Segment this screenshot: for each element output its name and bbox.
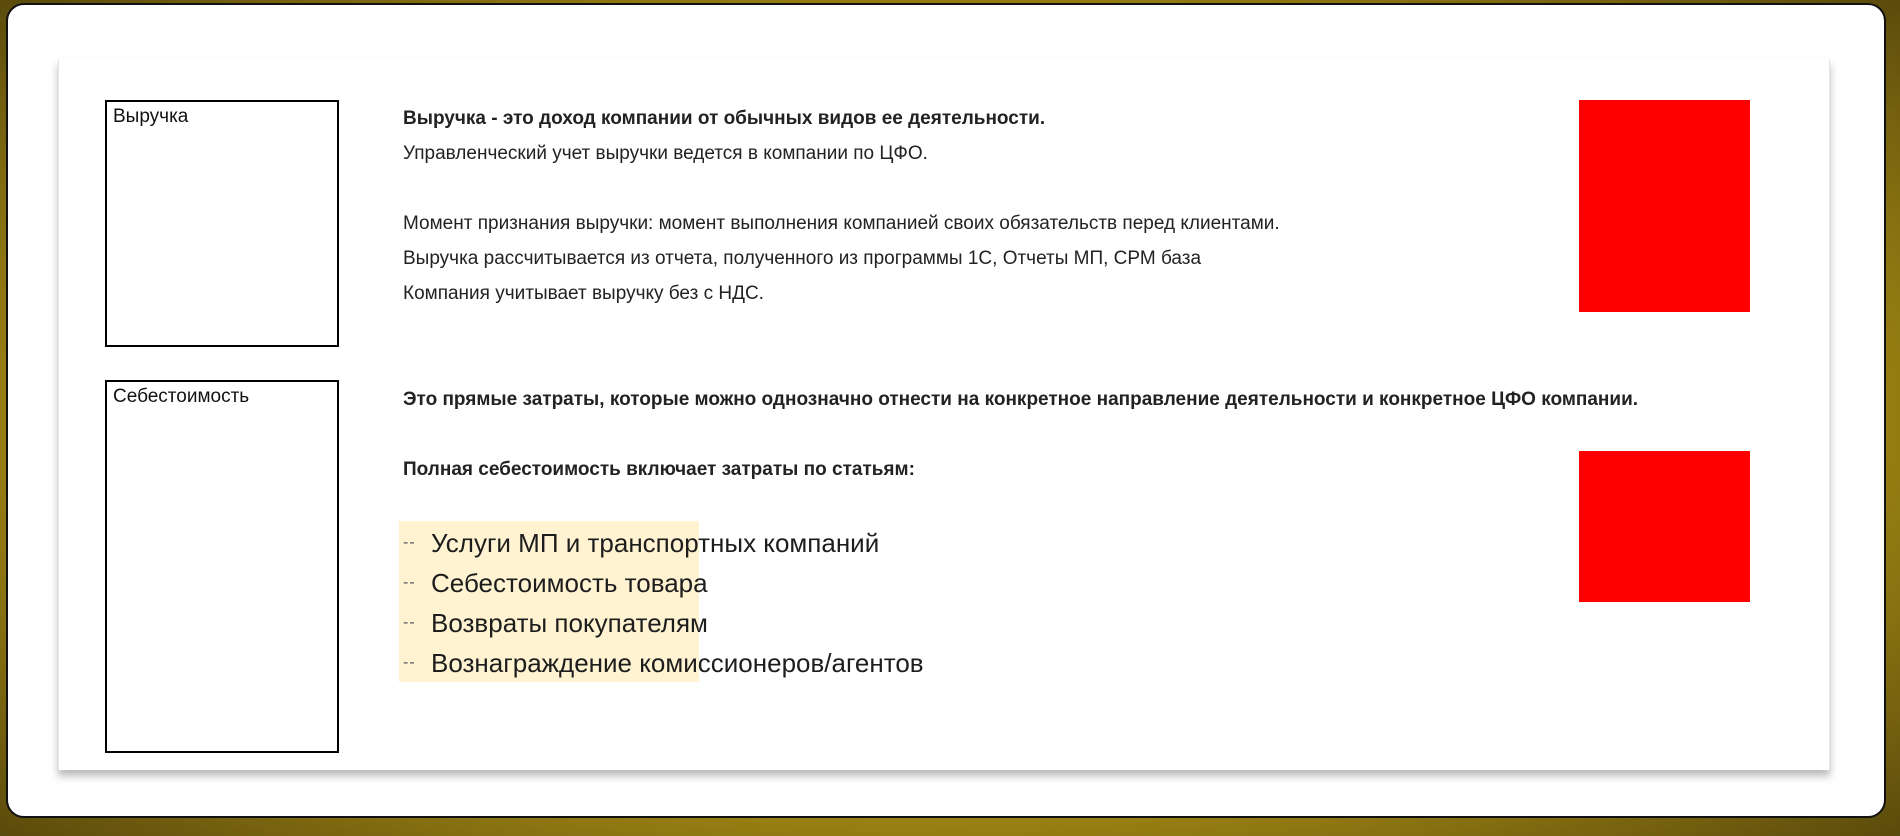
cost-items-list: [403, 523, 924, 683]
list-item: [403, 603, 924, 643]
cost-label: Себестоимость: [113, 386, 250, 407]
cost-label-box: [105, 380, 339, 753]
cost-definition: Это прямые затраты, которые можно однозначно отнести на конкретное направление деятельности и конкретное ЦФО компании.: [403, 389, 1639, 410]
bullet-dash: --: [403, 534, 416, 551]
bullet-dash: --: [403, 574, 416, 591]
window: [6, 3, 1886, 818]
bullet-dash: --: [403, 614, 416, 631]
red-image-placeholder-1: [1579, 100, 1750, 312]
list-item: [403, 523, 924, 563]
list-item-text: Себестоимость товара: [431, 567, 708, 598]
revenue-vat-line: Компания учитывает выручку без с НДС.: [403, 283, 764, 304]
cost-subtitle: Полная себестоимость включает затраты по статьям:: [403, 459, 915, 480]
list-item-text: Вознаграждение комиссионеров/агентов: [431, 647, 924, 678]
document-card: [58, 59, 1830, 770]
list-item: [403, 643, 924, 683]
revenue-label: Выручка: [113, 106, 189, 127]
revenue-definition: Выручка - это доход компании от обычных видов ее деятельности.: [403, 108, 1046, 129]
revenue-recognition-line: Момент признания выручки: момент выполнения компанией своих обязательств перед клиентами.: [403, 213, 1280, 234]
revenue-accounting-line: Управленческий учет выручки ведется в компании по ЦФО.: [403, 143, 928, 164]
list-item-text: Услуги МП и транспортных компаний: [431, 527, 880, 558]
list-item-text: Возвраты покупателям: [431, 607, 708, 638]
red-image-placeholder-2: [1579, 451, 1750, 602]
list-item: [403, 563, 924, 603]
bullet-dash: --: [403, 654, 416, 671]
revenue-label-box: [105, 100, 339, 347]
revenue-source-line: Выручка рассчитывается из отчета, полученного из программы 1С, Отчеты МП, СРМ база: [403, 248, 1202, 269]
